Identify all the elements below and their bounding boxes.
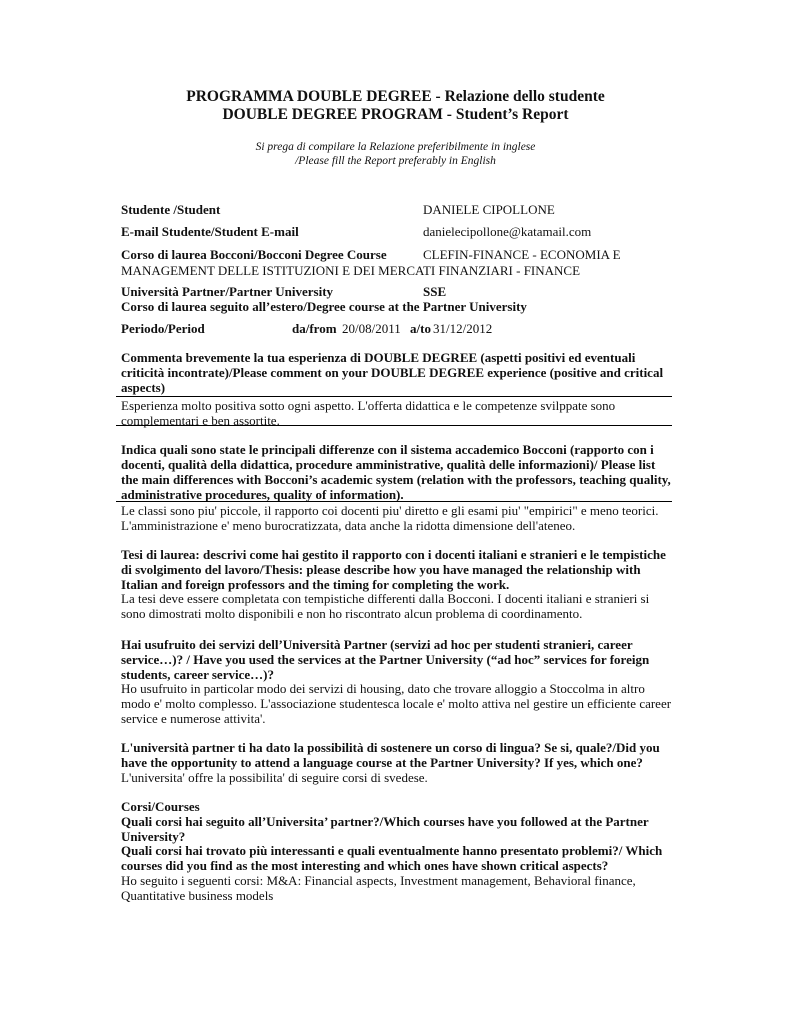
period-label: Periodo/Period: [121, 321, 205, 336]
partner-label: Università Partner/Partner University: [121, 284, 334, 299]
student-value: DANIELE CIPOLLONE: [423, 202, 555, 217]
question-courses-followed: Quali corsi hai seguito all’Universita’ partner?/Which courses have you followed at the Partner University?: [121, 814, 649, 844]
question-thesis: Tesi di laurea: descrivi come hai gestito il rapporto con i docenti italiani e stranieri e le tempistiche di svolgimento del lavoro/Thesis: please describe how you have managed the relationship with Italian and foreign professors and the timing for completing the work.: [121, 547, 666, 592]
question-experience: Commenta brevemente la tua esperienza di DOUBLE DEGREE (aspetti positivi ed eventuali criticità incontrate)/Please comment on your DOUBLE DEGREE experience (positive and critical aspects): [121, 350, 664, 395]
answer-experience: Esperienza molto positiva sotto ogni aspetto. L'offerta didattica e le competenze svilppate sono complementari e ben assortite.: [121, 398, 616, 428]
email-value: danielecipollone@katamail.com: [423, 224, 592, 239]
partner-value: SSE: [423, 284, 447, 299]
email-label: E-mail Studente/Student E-mail: [121, 224, 299, 239]
question-courses-interesting: Quali corsi hai trovato più interessanti e quali eventualmente hanno presentato problemi?/ Which courses did you find as the most interesting and which ones have shown critical aspects?: [121, 843, 663, 873]
divider: [116, 396, 672, 397]
answer-courses: Ho seguito i seguenti corsi: M&A: Financial aspects, Investment management, Behavioral finance, Quantitative business models: [121, 873, 636, 903]
student-label: Studente /Student: [121, 202, 221, 217]
from-label: da/from: [292, 321, 337, 336]
from-value: 20/08/2011: [342, 321, 401, 336]
to-label: a/to: [410, 321, 431, 336]
answer-language: L'universita' offre la possibilita' di seguire corsi di svedese.: [121, 770, 428, 785]
to-value: 31/12/2012: [433, 321, 493, 336]
courses-heading: Corsi/Courses: [121, 799, 200, 814]
answer-thesis: La tesi deve essere completata con tempistiche differenti dalla Bocconi. I docenti italiani e stranieri si sono dimostrati molto disponibili e non ho riscontrato alcun problema di coordinamento.: [121, 591, 650, 621]
title-english: DOUBLE DEGREE PROGRAM - Student’s Report: [222, 106, 569, 123]
answer-differences: Le classi sono piu' piccole, il rapporto coi docenti piu' diretto e gli esami piu' "empirici" e meno teorici. L'amministrazione e' meno burocratizzata, data anche la ridotta dimensione dell'ateneo.: [121, 503, 659, 533]
partner-course-label: Corso di laurea seguito all’estero/Degree course at the Partner University: [121, 299, 527, 314]
title-italian: PROGRAMMA DOUBLE DEGREE - Relazione dello studente: [186, 88, 605, 105]
question-differences: Indica quali sono state le principali differenze con il sistema accademico Bocconi (rapporto con i docenti, qualità della didattica, procedure amministrative, qualità delle informazioni)/ Please list the main differences with Bocconi’s academic system (relation with the professors, teaching quality, administrative procedures, quality of information).: [121, 442, 671, 502]
instruction-english: /Please fill the Report preferably in English: [295, 155, 496, 167]
course-label: Corso di laurea Bocconi/Bocconi Degree Course: [121, 247, 387, 262]
course-value-line1: CLEFIN-FINANCE - ECONOMIA E: [423, 247, 621, 262]
divider: [116, 501, 672, 502]
question-language: L'università partner ti ha dato la possibilità di sostenere un corso di lingua? Se si, quale?/Did you have the opportunity to attend a language course at the Partner University? If yes, which one?: [121, 740, 660, 770]
course-value-line2: MANAGEMENT DELLE ISTITUZIONI E DEI MERCATI FINANZIARI - FINANCE: [121, 263, 581, 278]
question-services: Hai usufruito dei servizi dell’Università Partner (servizi ad hoc per studenti stranieri, career service…)? / Have you used the services at the Partner University (“ad hoc” services for foreign students, career service…)?: [121, 637, 650, 682]
instruction-italian: Si prega di compilare la Relazione preferibilmente in inglese: [255, 141, 536, 153]
divider: [116, 425, 672, 426]
answer-services: Ho usufruito in particolar modo dei servizi di housing, dato che trovare alloggio a Stoccolma in altro modo e' molto complesso. L'associazione studentesca locale e' molto attiva nel gestire un efficiente career service e numerose attivita'.: [121, 681, 672, 726]
